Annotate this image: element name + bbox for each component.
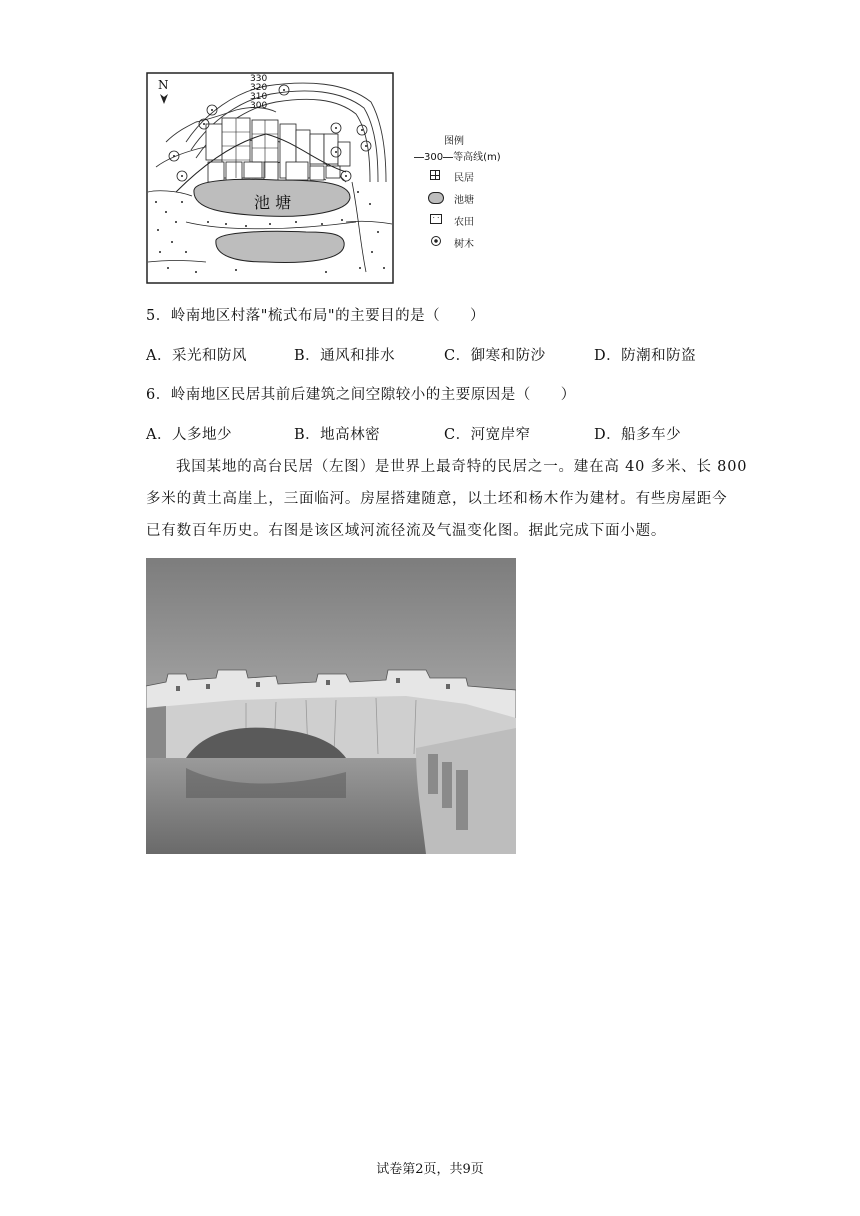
- pond-icon: [428, 192, 444, 204]
- contour-label-330: 330: [250, 74, 268, 84]
- legend-contour-row: [414, 148, 501, 163]
- village-map: [146, 72, 394, 284]
- question-6-option-d: D．船多车少: [594, 427, 682, 443]
- legend-field-label: 农田: [454, 217, 474, 228]
- legend-house-label: 民居: [454, 173, 474, 184]
- village-map-figure: [146, 72, 394, 284]
- passage-line-3: 已有数百年历史。右图是该区域河流径流及气温变化图。据此完成下面小题。: [146, 523, 667, 539]
- map-legend: [414, 132, 524, 252]
- tree-icon: [431, 236, 441, 246]
- question-5-option-a: A．采光和防风: [146, 348, 247, 364]
- question-5-option-c: C．御寒和防沙: [444, 348, 546, 364]
- passage-line-2: 多米的黄土高崖上，三面临河。房屋搭建随意，以土坯和杨木作为建材。有些房屋距今: [146, 491, 728, 507]
- contour-label-300: 300: [250, 101, 268, 111]
- question-5-option-d: D．防潮和防盗: [594, 348, 697, 364]
- passage-line-1: 我国某地的高台民居（左图）是世界上最奇特的民居之一。建在高 40 多米、长 800: [176, 459, 748, 475]
- contour-label-310: 310: [250, 92, 268, 102]
- question-6-option-b: B．地高林密: [294, 427, 381, 443]
- legend-title: 图例: [444, 136, 464, 147]
- legend-contour-sample: 300: [424, 152, 444, 163]
- question-6-option-a: A．人多地少: [146, 427, 232, 443]
- house-icon: [430, 170, 440, 180]
- page-footer: 试卷第2页，共9页: [376, 1162, 484, 1177]
- pond-label: 池 塘: [254, 193, 292, 212]
- question-5-option-b: B．通风和排水: [294, 348, 396, 364]
- question-6-stem: 6．岭南地区民居其前后建筑之间空隙较小的主要原因是（ ）: [146, 387, 576, 403]
- high-terrace-dwelling-photo: [146, 558, 516, 854]
- field-icon: · ·: [430, 214, 442, 224]
- north-label: N: [158, 78, 169, 92]
- legend-tree-label: 树木: [454, 239, 474, 250]
- question-5-stem: 5．岭南地区村落"梳式布局"的主要目的是（ ）: [146, 308, 486, 324]
- contour-label-320: 320: [250, 83, 268, 93]
- legend-pond-label: 池塘: [454, 195, 474, 206]
- legend-contour-label: 等高线(m): [453, 152, 501, 163]
- question-6-option-c: C．河宽岸窄: [444, 427, 531, 443]
